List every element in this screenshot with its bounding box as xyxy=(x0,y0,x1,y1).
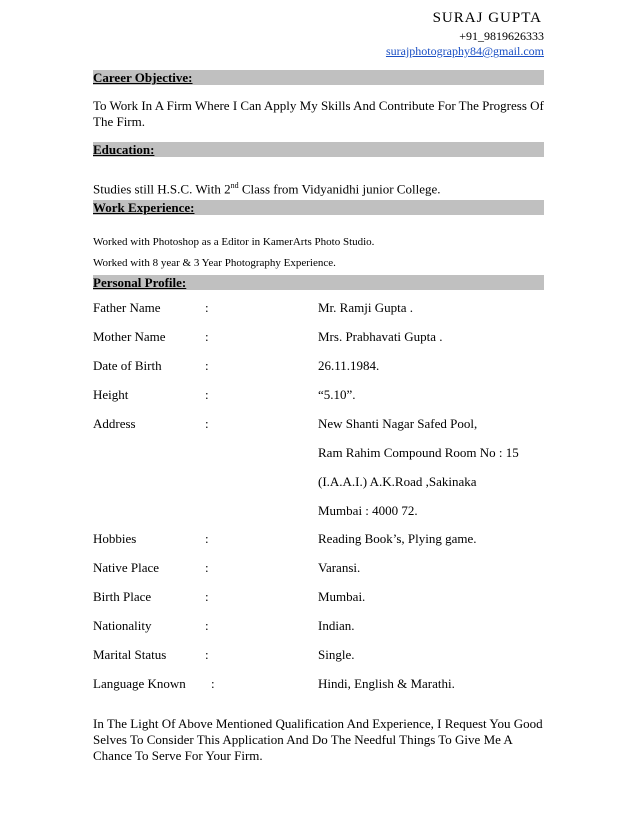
work-item: Worked with Photoshop as a Editor in KamerArts Photo Studio. xyxy=(93,236,375,248)
profile-value: New Shanti Nagar Safed Pool, xyxy=(318,416,478,431)
career-objective-text: To Work In A Firm Where I Can Apply My Skills And Contribute For The Progress Of The Firm. xyxy=(93,98,544,129)
profile-value: Varansi. xyxy=(318,560,361,575)
profile-label: Birth Place xyxy=(93,589,152,604)
profile-row xyxy=(93,300,545,316)
profile-row xyxy=(93,618,545,634)
personal-profile-heading: Personal Profile: xyxy=(93,275,544,290)
profile-value: (I.A.A.I.) A.K.Road ,Sakinaka xyxy=(318,474,477,489)
profile-value: Mr. Ramji Gupta . xyxy=(318,300,413,315)
profile-label: Nationality xyxy=(93,618,152,633)
profile-colon: : xyxy=(205,358,209,373)
profile-value: Single. xyxy=(318,647,355,662)
education-text: Studies still H.S.C. With 2nd Class from Vidyanidhi junior College. xyxy=(93,181,441,197)
profile-colon: : xyxy=(205,647,209,662)
profile-value: Mumbai. xyxy=(318,589,366,604)
profile-colon: : xyxy=(205,531,209,546)
profile-colon: : xyxy=(205,300,209,315)
phone-number: +91_9819626333 xyxy=(459,29,544,43)
profile-label: Marital Status xyxy=(93,647,167,662)
profile-colon: : xyxy=(205,618,209,633)
profile-colon: : xyxy=(205,387,209,402)
profile-row xyxy=(93,647,545,663)
profile-colon: : xyxy=(205,560,209,575)
work-item: Worked with 8 year & 3 Year Photography Experience. xyxy=(93,257,336,269)
profile-colon: : xyxy=(205,329,209,344)
profile-label: Address xyxy=(93,416,136,431)
applicant-name: SURAJ GUPTA xyxy=(432,10,542,26)
profile-row xyxy=(93,474,545,490)
closing-statement: In The Light Of Above Mentioned Qualification And Experience, I Request You Good Selves To Consider This Application And Do The Needful Things To Give Me A Chance To Serve For Your Firm. xyxy=(93,716,543,763)
profile-row xyxy=(93,503,545,519)
profile-value: “5.10”. xyxy=(318,387,356,402)
profile-value: Hindi, English & Marathi. xyxy=(318,676,455,691)
profile-label: Mother Name xyxy=(93,329,166,344)
profile-row xyxy=(93,676,545,692)
profile-row xyxy=(93,387,545,403)
profile-label: Height xyxy=(93,387,129,402)
profile-row xyxy=(93,445,545,461)
work-experience-heading: Work Experience: xyxy=(93,200,544,215)
education-heading: Education: xyxy=(93,142,544,157)
career-objective-heading: Career Objective: xyxy=(93,70,544,85)
profile-value: Ram Rahim Compound Room No : 15 xyxy=(318,445,519,460)
profile-row xyxy=(93,560,545,576)
profile-value: Mumbai : 4000 72. xyxy=(318,503,418,518)
profile-label: Date of Birth xyxy=(93,358,162,373)
profile-row xyxy=(93,416,545,432)
profile-colon: : xyxy=(205,416,209,431)
profile-colon: : xyxy=(211,676,215,691)
profile-value: 26.11.1984. xyxy=(318,358,380,373)
profile-label: Father Name xyxy=(93,300,161,315)
profile-label: Hobbies xyxy=(93,531,137,546)
profile-row xyxy=(93,589,545,605)
email-link[interactable]: surajphotography84@gmail.com xyxy=(385,44,544,58)
profile-colon: : xyxy=(205,589,209,604)
profile-row xyxy=(93,358,545,374)
profile-label: Language Known xyxy=(93,676,186,691)
profile-label: Native Place xyxy=(93,560,160,575)
profile-value: Indian. xyxy=(318,618,355,633)
profile-row xyxy=(93,531,545,547)
profile-value: Mrs. Prabhavati Gupta . xyxy=(318,329,443,344)
profile-row xyxy=(93,329,545,345)
profile-value: Reading Book’s, Plying game. xyxy=(318,531,477,546)
